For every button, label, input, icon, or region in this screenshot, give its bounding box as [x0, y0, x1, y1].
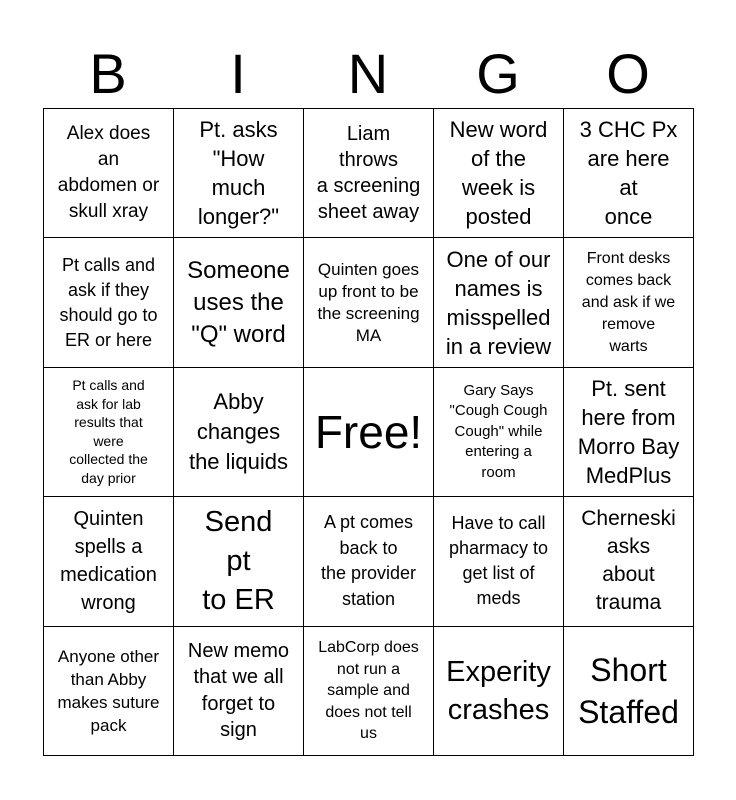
board-row: [44, 238, 694, 367]
bingo-cell[interactable]: [174, 238, 304, 367]
bingo-cell[interactable]: [44, 367, 174, 496]
header-letter-o: O: [606, 42, 650, 105]
header-letter-g: G: [476, 42, 520, 105]
bingo-cell[interactable]: [564, 497, 694, 626]
cell-text: 3 CHC Px are here at once: [579, 117, 678, 230]
bingo-cell[interactable]: [174, 497, 304, 626]
cell-text: Gary Says "Cough Cough Cough" while entering a room: [449, 381, 548, 481]
cell-text: A pt comes back to the provider station: [320, 512, 417, 609]
cell-text: Pt. asks "How much longer?": [197, 117, 280, 230]
header-letter-n: N: [347, 42, 389, 105]
header-letter-b: B: [89, 42, 127, 105]
bingo-cell[interactable]: [304, 497, 434, 626]
cell-text: Experity crashes: [446, 655, 551, 726]
cell-text: Pt calls and ask if they should go to ER or here: [59, 254, 158, 350]
bingo-cell[interactable]: [434, 497, 564, 626]
bingo-header: [43, 40, 693, 108]
cell-text: Anyone other than Abby makes suture pack: [57, 646, 160, 735]
cell-text: Quinten goes up front to be the screening MA: [317, 259, 420, 345]
bingo-cell[interactable]: [434, 626, 564, 755]
cell-text: Quinten spells a medication wrong: [60, 508, 157, 615]
cell-text: One of our names is misspelled in a review: [445, 246, 552, 359]
cell-text: Front desks comes back and ask if we remove warts: [581, 249, 676, 355]
bingo-cell[interactable]: [564, 367, 694, 496]
cell-text: Have to call pharmacy to get list of meds: [448, 513, 549, 609]
cell-text: LabCorp does not run a sample and does not tell us: [318, 639, 419, 743]
bingo-cell[interactable]: [304, 238, 434, 367]
bingo-cell[interactable]: [174, 367, 304, 496]
board-row: [44, 367, 694, 496]
bingo-cell[interactable]: [174, 109, 304, 238]
cell-text: Pt calls and ask for lab results that were collected the day prior: [69, 377, 148, 486]
cell-text: Free!: [314, 405, 423, 458]
bingo-cell[interactable]: [304, 109, 434, 238]
cell-text: Abby changes the liquids: [188, 388, 289, 474]
header-letter-i: I: [230, 42, 246, 105]
bingo-cell[interactable]: [44, 238, 174, 367]
bingo-cell[interactable]: [434, 367, 564, 496]
cell-text: Liam throws a screening sheet away: [316, 123, 421, 224]
bingo-cell[interactable]: [44, 109, 174, 238]
cell-text: Someone uses the "Q" word: [187, 256, 290, 348]
cell-text: Alex does an abdomen or skull xray: [57, 123, 160, 223]
free-space[interactable]: [304, 367, 434, 496]
bingo-cell[interactable]: [44, 497, 174, 626]
bingo-cell[interactable]: [174, 626, 304, 755]
cell-text: Pt. sent here from Morro Bay MedPlus: [577, 375, 680, 488]
board-row: [44, 626, 694, 755]
bingo-board: [43, 108, 694, 756]
bingo-cell[interactable]: [564, 626, 694, 755]
cell-text: New word of the week is posted: [449, 117, 548, 230]
bingo-cell[interactable]: [564, 238, 694, 367]
cell-text: Short Staffed: [578, 651, 679, 730]
board-row: [44, 109, 694, 238]
bingo-cell[interactable]: [434, 109, 564, 238]
cell-text: New memo that we all forget to sign: [187, 639, 290, 742]
bingo-cell[interactable]: [44, 626, 174, 755]
bingo-cell[interactable]: [434, 238, 564, 367]
cell-text: Send pt to ER: [202, 505, 275, 616]
cell-text: Cherneski asks about trauma: [581, 507, 676, 615]
bingo-cell[interactable]: [564, 109, 694, 238]
bingo-cell[interactable]: [304, 626, 434, 755]
board-row: [44, 497, 694, 626]
